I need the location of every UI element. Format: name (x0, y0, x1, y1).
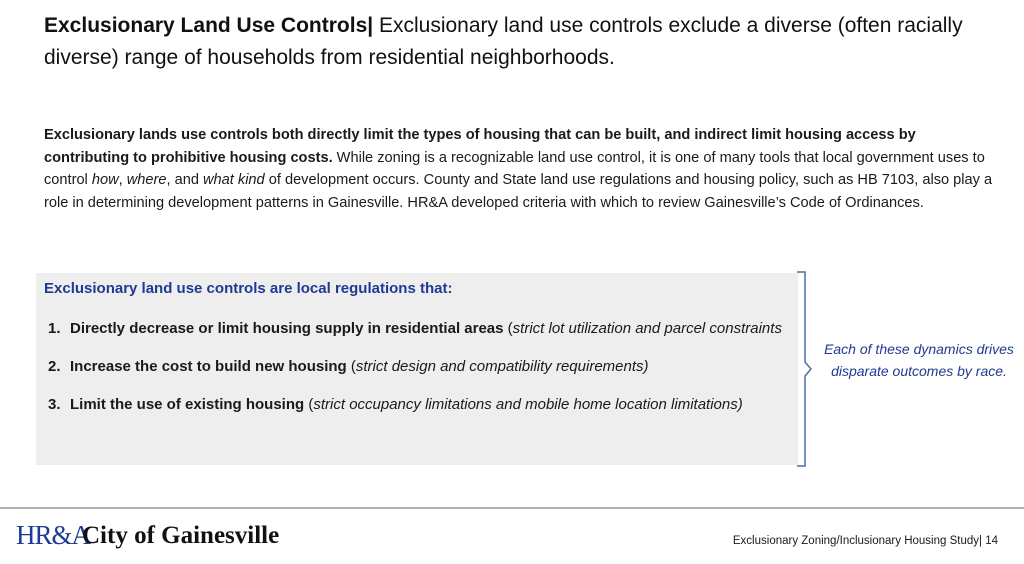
list-item (48, 355, 788, 379)
list-item (48, 393, 788, 417)
slide-title-text: Exclusionary land use controls exclude a diverse (often racially diverse) range of households from residential neighborhoods. (44, 14, 963, 69)
list-item-paren: ( (346, 358, 356, 375)
slide-title-bold: Exclusionary Land Use Controls (44, 14, 368, 37)
study-title: Exclusionary Zoning/Inclusionary Housing Study (732, 535, 979, 547)
regulations-list (48, 317, 788, 431)
hra-logo: HR&A (16, 520, 91, 550)
list-item (48, 317, 788, 341)
list-item-text (70, 355, 649, 379)
regulations-heading: Exclusionary land use controls are local regulations that: (44, 280, 453, 297)
list-item-bold: Increase the cost to build new housing (70, 358, 347, 375)
list-item-bold: Directly decrease or limit housing supply in residential areas (70, 320, 504, 337)
list-item-italic: strict occupancy limitations and mobile home location limitations) (313, 396, 743, 413)
intro-text-4: of development occurs. County and State land use regulations and housing policy, such as HB 7103, also play a role in determining development patterns in Gainesville. HR&A developed criteria with which to review Gainesville’s Code of Ordinances. (44, 172, 993, 211)
footer-divider (0, 507, 1024, 509)
list-item-paren: ( (503, 320, 513, 337)
list-item-paren: ( (304, 396, 314, 413)
regulations-box (36, 273, 798, 465)
intro-text-2: , (118, 172, 127, 188)
slide-title (44, 10, 984, 74)
intro-paragraph (44, 124, 1004, 214)
list-item-text (70, 393, 743, 417)
list-item-number: 1. (48, 320, 61, 337)
intro-italic-how: how (91, 172, 119, 188)
right-brace-icon (795, 270, 817, 468)
intro-text-3: , and (166, 172, 204, 188)
city-logo: City of Gainesville (82, 522, 280, 549)
list-item-italic: strict lot utilization and parcel constraints (512, 320, 782, 337)
page-number: 14 (982, 535, 998, 547)
dynamics-note: Each of these dynamics drives disparate outcomes by race. (824, 341, 1014, 379)
intro-bold-sentence: Exclusionary lands use controls both directly limit the types of housing that can be built, and indirect limit housing access by contributing to prohibitive housing costs. (44, 127, 916, 166)
footer-study (733, 535, 998, 547)
intro-italic-where: where (126, 172, 167, 188)
list-item-bold: Limit the use of existing housing (70, 396, 305, 413)
intro-italic-what-kind: what kind (203, 172, 265, 188)
slide-title-separator: | (367, 14, 374, 37)
intro-text-1: While zoning is a recognizable land use control, it is one of many tools that local government uses to control (44, 149, 985, 188)
list-item-italic: strict design and compatibility requirements) (355, 358, 649, 375)
list-item-number: 2. (48, 358, 61, 375)
list-item-number: 3. (48, 396, 61, 413)
list-item-text (70, 317, 782, 341)
footer-separator: | (979, 535, 982, 547)
